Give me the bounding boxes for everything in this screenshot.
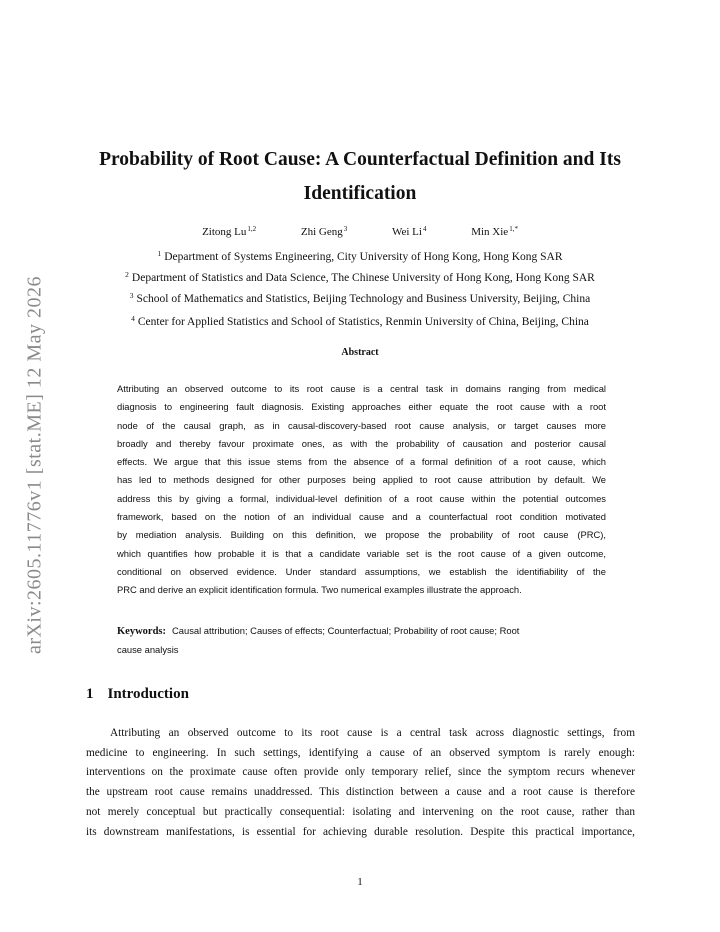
- abstract-line: effects. We argue that this issue stems from the absence of a formal definition of a root cause, which: [117, 456, 606, 468]
- abstract-line: PRC and derive an explicit identification formula. Two numerical examples illustrate the approach.: [117, 584, 522, 596]
- affiliation: [60, 249, 660, 263]
- author-name: Zhi Geng: [300, 226, 343, 238]
- author-affiliation-mark: 3: [343, 225, 348, 233]
- author: [301, 225, 347, 238]
- affiliation: [60, 291, 660, 305]
- arxiv-identifier: arXiv:2605.11776v1 [stat.ME] 12 May 2026: [23, 275, 46, 655]
- affiliation-number: 2: [125, 270, 129, 279]
- author-affiliation-mark: 4: [422, 225, 427, 233]
- section-heading: [86, 686, 189, 703]
- intro-paragraph: [86, 724, 635, 842]
- affiliation-text: Department of Systems Engineering, City University of Hong Kong, Hong Kong SAR: [164, 251, 563, 263]
- author: [202, 225, 256, 238]
- affiliation-number: 1: [157, 249, 162, 258]
- page-number: 1: [357, 876, 363, 888]
- keywords-label: Keywords:: [117, 626, 166, 637]
- paper-title: [70, 143, 650, 211]
- body-line: Attributing an observed outcome to its root cause is a central task across diagnostic settings, from: [110, 727, 635, 739]
- abstract-line: has led to methods designed for other purposes being applied to root cause attribution by default. We: [117, 474, 606, 486]
- abstract-line: framework, based on the notion of an individual cause and a counterfactual root condition motivated: [117, 511, 606, 523]
- affiliation-number: 3: [129, 291, 134, 300]
- abstract-line: by mediation analysis. Building on this definition, we propose the probability of root cause (PRC),: [117, 529, 606, 541]
- abstract-body: [117, 380, 606, 600]
- abstract-line: node of the causal graph, as in causal-discovery-based root cause analysis, or target causes more: [117, 419, 606, 431]
- author-affiliation-mark: 1,*: [509, 225, 518, 233]
- body-line: medicine to engineering. In such settings, identifying a cause of an observed symptom is rarely enough:: [86, 746, 635, 759]
- author-name: Wei Li: [391, 226, 422, 238]
- affiliation-text: Department of Statistics and Data Science, The Chinese University of Hong Kong, Hong Kong SAR: [131, 272, 595, 284]
- keywords: [117, 622, 606, 660]
- affiliation-number: 4: [131, 314, 135, 323]
- affiliation-text: Center for Applied Statistics and School of Statistics, Renmin University of China, Beijing, China: [137, 316, 589, 328]
- author: [392, 225, 426, 238]
- affiliation-text: School of Mathematics and Statistics, Beijing Technology and Business University, Beijing, China: [136, 293, 591, 305]
- abstract-line: which quantifies how probable it is that a candidate variable set is the root cause of a given outcome,: [117, 547, 606, 559]
- keywords-line: [117, 622, 606, 641]
- body-line: interventions on the proximate cause often provide only temporary relief, since the symptom recurs whenever: [86, 766, 635, 779]
- abstract-heading: Abstract: [341, 347, 379, 358]
- body-line: not merely conceptual but practically consequential: isolating and intervening on the root cause, rather than: [86, 805, 635, 818]
- abstract-line: broadly and thereby favour proximate ones, as with the probability of causation and posterior causal: [117, 437, 606, 449]
- abstract-line: diagnosis to engineering fault diagnosis. Existing approaches either equate the root cause with a root: [117, 401, 606, 413]
- section-number: 1: [86, 686, 94, 702]
- author: [471, 225, 518, 238]
- section-title: Introduction: [107, 686, 189, 702]
- keywords-text: Causal attribution; Causes of effects; Counterfactual; Probability of root cause; Root: [172, 625, 520, 636]
- affiliation: [60, 314, 660, 328]
- keywords-line: cause analysis: [117, 644, 179, 656]
- author-name: Zitong Lu: [202, 226, 247, 238]
- body-line: the upstream root cause remains unaddressed. This distinction between a cause and a root cause is therefore: [86, 786, 635, 799]
- title-line-1: Probability of Root Cause: A Counterfactual Definition and Its: [99, 149, 621, 170]
- author-list: [70, 225, 650, 238]
- abstract-line: address this by giving a formal, individual-level definition of a root cause within the potential outcomes: [117, 492, 606, 504]
- abstract-line: Attributing an observed outcome to its root cause is a central task in domains ranging from medical: [117, 383, 606, 394]
- arxiv-sidebar: [20, 240, 50, 690]
- abstract-line: conditional on observed evidence. Under standard assumptions, we establish the identifiability of the: [117, 565, 606, 577]
- affiliation: [60, 270, 660, 284]
- author-affiliation-mark: 1,2: [247, 225, 257, 233]
- title-line-2: Identification: [303, 183, 417, 204]
- body-line: its downstream manifestations, is essential for achieving durable resolution. Despite this practical importance,: [86, 825, 635, 838]
- author-name: Min Xie: [471, 226, 509, 238]
